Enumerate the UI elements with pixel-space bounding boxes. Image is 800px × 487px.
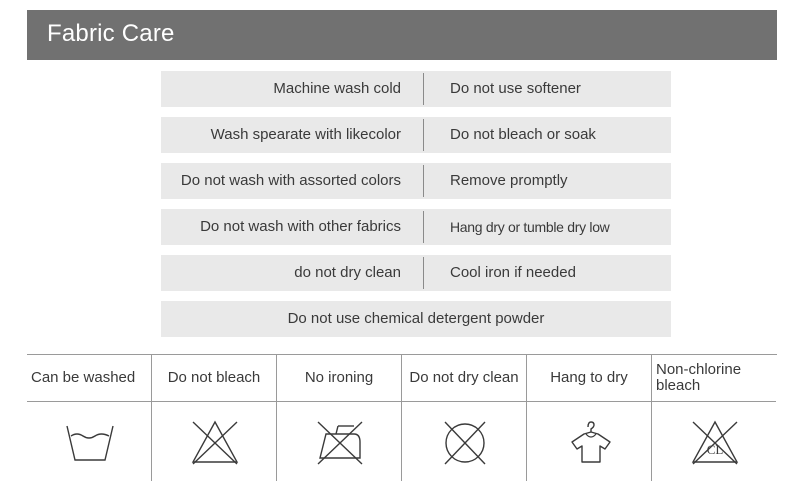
- symbol-label: Do not dry clean: [409, 369, 519, 386]
- care-instruction-right: Hang dry or tumble dry low: [450, 219, 610, 235]
- symbol-column: [652, 355, 777, 481]
- care-instruction-right: Do not use softener: [450, 80, 581, 97]
- care-instruction-right: Do not bleach or soak: [450, 126, 596, 143]
- care-instruction-right: Remove promptly: [450, 172, 568, 189]
- care-instruction-left: Machine wash cold: [273, 80, 401, 97]
- care-symbol-table: [27, 354, 777, 481]
- care-instruction-right: Cool iron if needed: [450, 264, 576, 281]
- cl-text: CL: [706, 442, 724, 457]
- care-instruction-left: do not dry clean: [294, 264, 401, 281]
- care-row: [161, 209, 671, 245]
- care-row: [161, 255, 671, 291]
- care-instruction-left: Do not wash with assorted colors: [180, 172, 401, 189]
- symbol-label: Do not bleach: [167, 369, 261, 386]
- symbol-column: [527, 355, 652, 481]
- row-divider: [423, 211, 424, 243]
- symbol-cell: [152, 401, 276, 480]
- symbol-label: Can be washed: [31, 369, 136, 386]
- symbol-cell: [402, 401, 526, 480]
- symbol-label: Hang to dry: [550, 369, 628, 386]
- symbol-cell: [27, 401, 151, 480]
- care-instruction-full: Do not use chemical detergent powder: [287, 310, 545, 327]
- wash-tub-icon: [64, 418, 116, 464]
- header-bar: [27, 10, 777, 60]
- care-row: [161, 71, 671, 107]
- row-divider: [423, 119, 424, 151]
- care-instruction-left: Wash spearate with likecolor: [210, 126, 401, 143]
- hanger-shirt-icon: [564, 418, 616, 466]
- care-instruction-left: Do not wash with other fabrics: [200, 218, 401, 235]
- row-divider: [423, 73, 424, 105]
- symbol-cell: [277, 401, 401, 480]
- no-dry-clean-icon: [439, 418, 491, 466]
- row-divider: [423, 165, 424, 197]
- page-title: Fabric Care: [47, 20, 175, 47]
- care-row: [161, 163, 671, 199]
- row-divider: [423, 257, 424, 289]
- symbol-column: [402, 355, 527, 481]
- symbol-label: Non-chlorine bleach: [656, 361, 742, 394]
- non-chlorine-bleach-icon: [689, 418, 741, 466]
- symbol-label: No ironing: [304, 369, 374, 386]
- symbol-cell: [652, 401, 776, 480]
- care-row-full: [161, 301, 671, 337]
- symbol-column: [152, 355, 277, 481]
- no-bleach-icon: [189, 418, 241, 466]
- symbol-cell: [527, 401, 651, 480]
- symbol-column: [277, 355, 402, 481]
- no-iron-icon: [314, 418, 366, 466]
- care-row: [161, 117, 671, 153]
- symbol-column: [27, 355, 152, 481]
- care-instructions: [161, 71, 671, 347]
